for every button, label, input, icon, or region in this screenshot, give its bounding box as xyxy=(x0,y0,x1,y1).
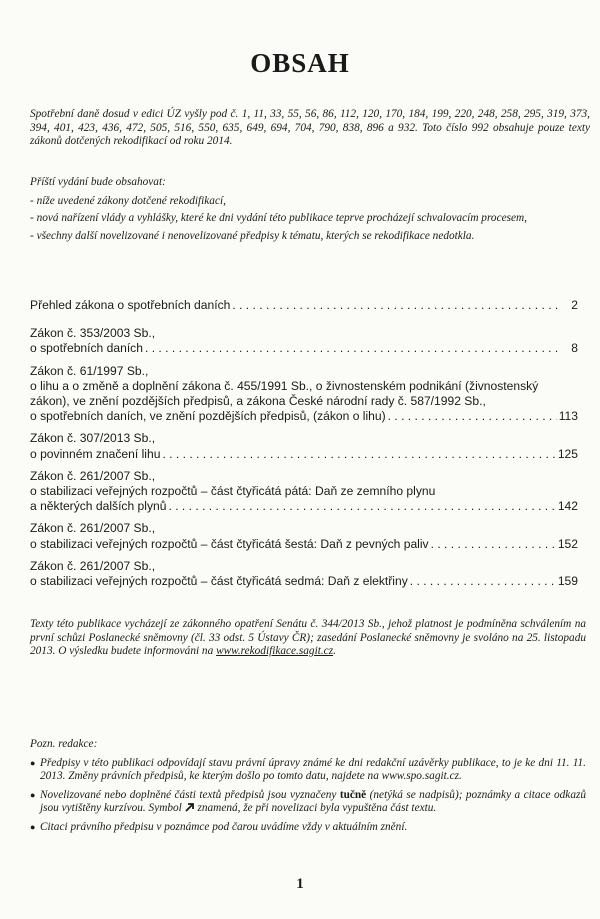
toc-entry[interactable] xyxy=(30,364,578,425)
toc-entry-title: o povinném značení lihu xyxy=(30,446,161,461)
table-of-contents xyxy=(30,298,578,596)
note-item xyxy=(30,757,586,784)
toc-entry[interactable] xyxy=(30,559,578,589)
toc-entry-title: o spotřebních daních xyxy=(30,341,143,356)
toc-entry-line: Zákon č. 353/2003 Sb., xyxy=(30,326,156,341)
toc-leader-dots xyxy=(232,298,558,313)
next-issue-heading: Příští vydání bude obsahovat: xyxy=(30,176,166,188)
note-item xyxy=(30,789,586,816)
toc-entry-title: o spotřebních daních, ve znění pozdějších předpisů, (zákon o lihu) xyxy=(30,409,386,424)
next-issue-block xyxy=(30,176,590,247)
toc-entry[interactable] xyxy=(30,521,578,551)
source-text: Texty této publikace vycházejí ze zákonného opatření Senátu č. 344/2013 Sb., jehož platnost je podmíněna schválením na první schůzi Poslanecké sněmovny (čl. 33 odst. 5 Ústavy ČR); zasedání Poslanecké sněmovny je svoláno na 25. listopadu 2013. O výsledku budete informováni na xyxy=(30,618,586,657)
rekodifikace-link[interactable]: www.rekodifikace.sagit.cz xyxy=(216,645,334,657)
toc-entry-line: Zákon č. 61/1997 Sb., xyxy=(30,363,149,378)
bullet-icon: ● xyxy=(30,821,36,832)
note-text: Citaci právního předpisu v poznámce pod čarou uvádíme vždy v aktuálním znění. xyxy=(40,820,408,833)
toc-page-number: 8 xyxy=(571,341,578,356)
toc-page-number: 142 xyxy=(557,499,578,514)
note-text-part: (netýká se nadpisů); poznámky a citace odkazů jsou vytištěny kurzívou. Symbol xyxy=(40,788,587,814)
bullet-icon: ● xyxy=(30,789,36,800)
note-text-part: Novelizované nebo doplněné části textů předpisů jsou vyznačeny xyxy=(40,788,337,801)
editorial-notes xyxy=(30,738,586,839)
toc-entry-line: o stabilizaci veřejných rozpočtů – část čtyřicátá pátá: Daň ze zemního plynu xyxy=(30,484,436,499)
toc-page-number: 113 xyxy=(558,409,578,424)
toc-entry-line: Zákon č. 307/2013 Sb., xyxy=(30,431,156,446)
toc-entry-line: zákon), ve znění pozdějších předpisů, a zákona České národní rady č. 587/1992 Sb., xyxy=(30,394,486,409)
next-issue-item: - nová nařízení vlády a vyhlášky, které ke dni vydání této publikace teprve procházejí schvalovacím procesem, xyxy=(30,212,527,224)
deletion-arrow-icon xyxy=(185,802,195,812)
page-number: 1 xyxy=(296,876,304,892)
toc-page-number: 152 xyxy=(557,536,578,551)
note-text xyxy=(40,789,586,816)
toc-leader-dots xyxy=(388,409,557,424)
bold-example: tučně xyxy=(339,788,367,801)
toc-entry-line: Zákon č. 261/2007 Sb., xyxy=(30,468,156,483)
toc-leader-dots xyxy=(145,341,558,356)
toc-page-number: 159 xyxy=(557,574,578,589)
toc-leader-dots xyxy=(162,447,555,462)
page-title: OBSAH xyxy=(250,48,350,78)
intro-paragraph: Spotřební daně dosud v edici ÚZ vyšly pod č. 1, 11, 33, 55, 56, 86, 112, 120, 170, 184, 199, 220, 248, 258, 295, 319, 373, 394, 401, 423, 436, 472, 505, 516, 550, 635, 649, 694, 704, 790, 838, 896 a 932. Toto číslo 992 obsahuje pouze texty zákonů dotčených rekodifikací od roku 2014. xyxy=(30,108,590,147)
note-item xyxy=(30,821,586,835)
toc-entry[interactable] xyxy=(30,326,578,356)
toc-entry-title: Přehled zákona o spotřebních daních xyxy=(30,298,231,312)
next-issue-item: - níže uvedené zákony dotčené rekodifikací, xyxy=(30,194,226,207)
toc-entry-line: Zákon č. 261/2007 Sb., xyxy=(30,521,156,536)
toc-page-number: 125 xyxy=(557,446,578,461)
note-text: Předpisy v této publikaci odpovídají stavu právní úpravy známé ke dni redakční uzávěrky publikace, to je ke dni 11. 11. 2013. Změny právních předpisů, ke kterým došlo po tomto datu, najdete na www.spo.sagit.cz. xyxy=(40,756,586,782)
source-end: . xyxy=(333,645,336,657)
toc-leader-dots xyxy=(168,499,555,514)
note-text-part: znamená, že při novelizaci byla vypuštěna část textu. xyxy=(197,802,437,814)
bullet-icon: ● xyxy=(30,757,36,768)
toc-leader-dots xyxy=(410,574,556,589)
toc-entry[interactable] xyxy=(30,469,578,515)
toc-page-number: 2 xyxy=(571,298,578,312)
source-paragraph xyxy=(30,618,586,659)
notes-heading: Pozn. redakce: xyxy=(30,738,98,750)
toc-entry-title: o stabilizaci veřejných rozpočtů – část čtyřicátá sedmá: Daň z elektřiny xyxy=(30,574,408,589)
toc-entry-title: o stabilizaci veřejných rozpočtů – část čtyřicátá šestá: Daň z pevných paliv xyxy=(30,536,429,551)
toc-entry-title: a některých dalších plynů xyxy=(30,499,167,514)
toc-entry[interactable] xyxy=(30,431,578,461)
next-issue-item: - všechny další novelizované i nenovelizované předpisy k tématu, kterých se rekodifikace nedotkla. xyxy=(30,229,475,242)
toc-entry-line: Zákon č. 261/2007 Sb., xyxy=(30,558,156,573)
toc-leader-dots xyxy=(431,537,556,552)
toc-entry-line: o lihu a o změně a doplnění zákona č. 455/1991 Sb., o živnostenském podnikání (živnostenský xyxy=(30,378,539,393)
toc-entry[interactable] xyxy=(30,298,578,313)
